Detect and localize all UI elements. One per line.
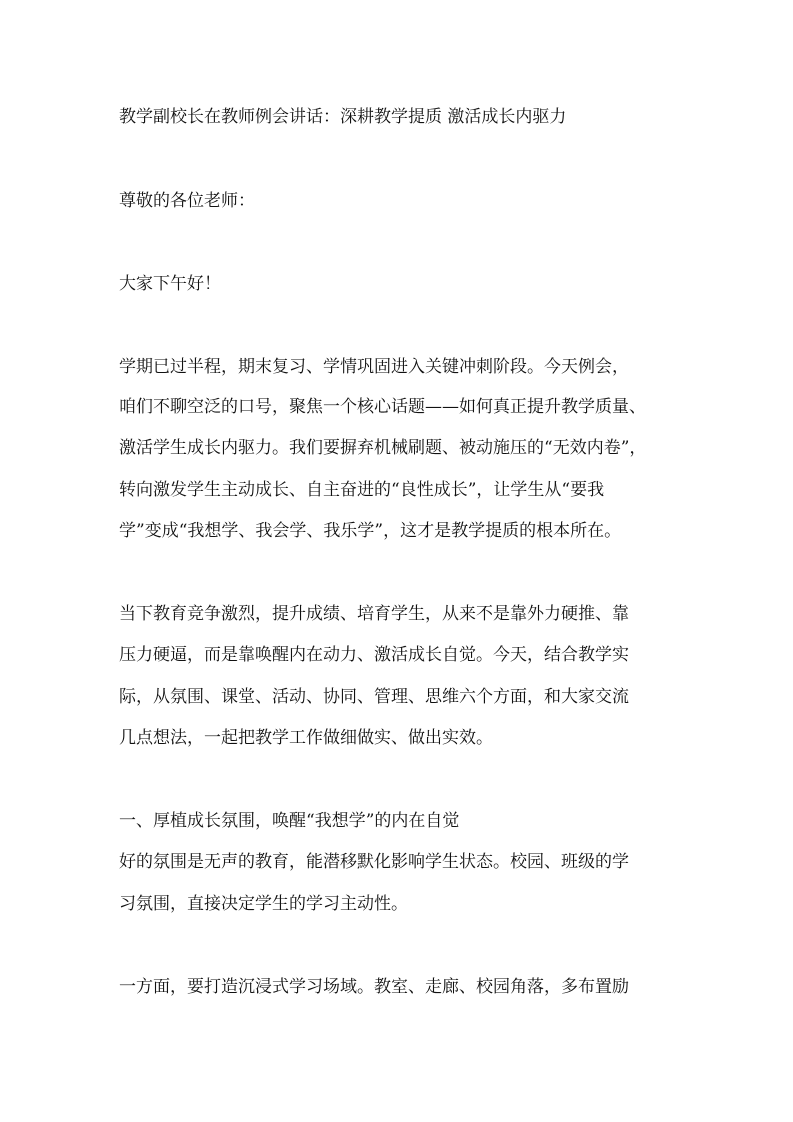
paragraph-line: 当下教育竞争激烈，提升成绩、培育学生，从来不是靠外力硬推、靠 <box>119 604 629 624</box>
paragraph-line: 际，从氛围、课堂、活动、协同、管理、思维六个方面，和大家交流 <box>119 687 629 707</box>
paragraph-line: 咱们不聊空泛的口号，聚焦一个核心话题——如何真正提升教学质量、 <box>119 397 646 417</box>
section-heading: 一、厚植成长氛围，唤醒“我想学”的内在自觉 <box>119 811 460 831</box>
document-title: 教学副校长在教师例会讲话：深耕教学提质 激活成长内驱力 <box>119 107 567 127</box>
greeting: 大家下午好！ <box>119 274 221 294</box>
paragraph-line: 一方面，要打造沉浸式学习场域。教室、走廊、校园角落，多布置励 <box>119 977 629 997</box>
paragraph-line: 压力硬逼，而是靠唤醒内在动力、激活成长自觉。今天，结合教学实 <box>119 645 629 665</box>
paragraph-line: 几点想法，一起把教学工作做细做实、做出实效。 <box>119 728 493 748</box>
salutation: 尊敬的各位老师： <box>119 191 255 211</box>
paragraph-line: 学”变成“我想学、我会学、我乐学”，这才是教学提质的根本所在。 <box>119 521 622 541</box>
paragraph-line: 转向激发学生主动成长、自主奋进的“良性成长”，让学生从“要我 <box>119 480 605 500</box>
paragraph-line: 习氛围，直接决定学生的学习主动性。 <box>119 894 408 914</box>
paragraph-line: 好的氛围是无声的教育，能潜移默化影响学生状态。校园、班级的学 <box>119 852 629 872</box>
paragraph-line: 学期已过半程，期末复习、学情巩固进入关键冲刺阶段。今天例会， <box>119 357 629 377</box>
paragraph-line: 激活学生成长内驱力。我们要摒弃机械刷题、被动施压的“无效内卷”， <box>119 438 647 458</box>
